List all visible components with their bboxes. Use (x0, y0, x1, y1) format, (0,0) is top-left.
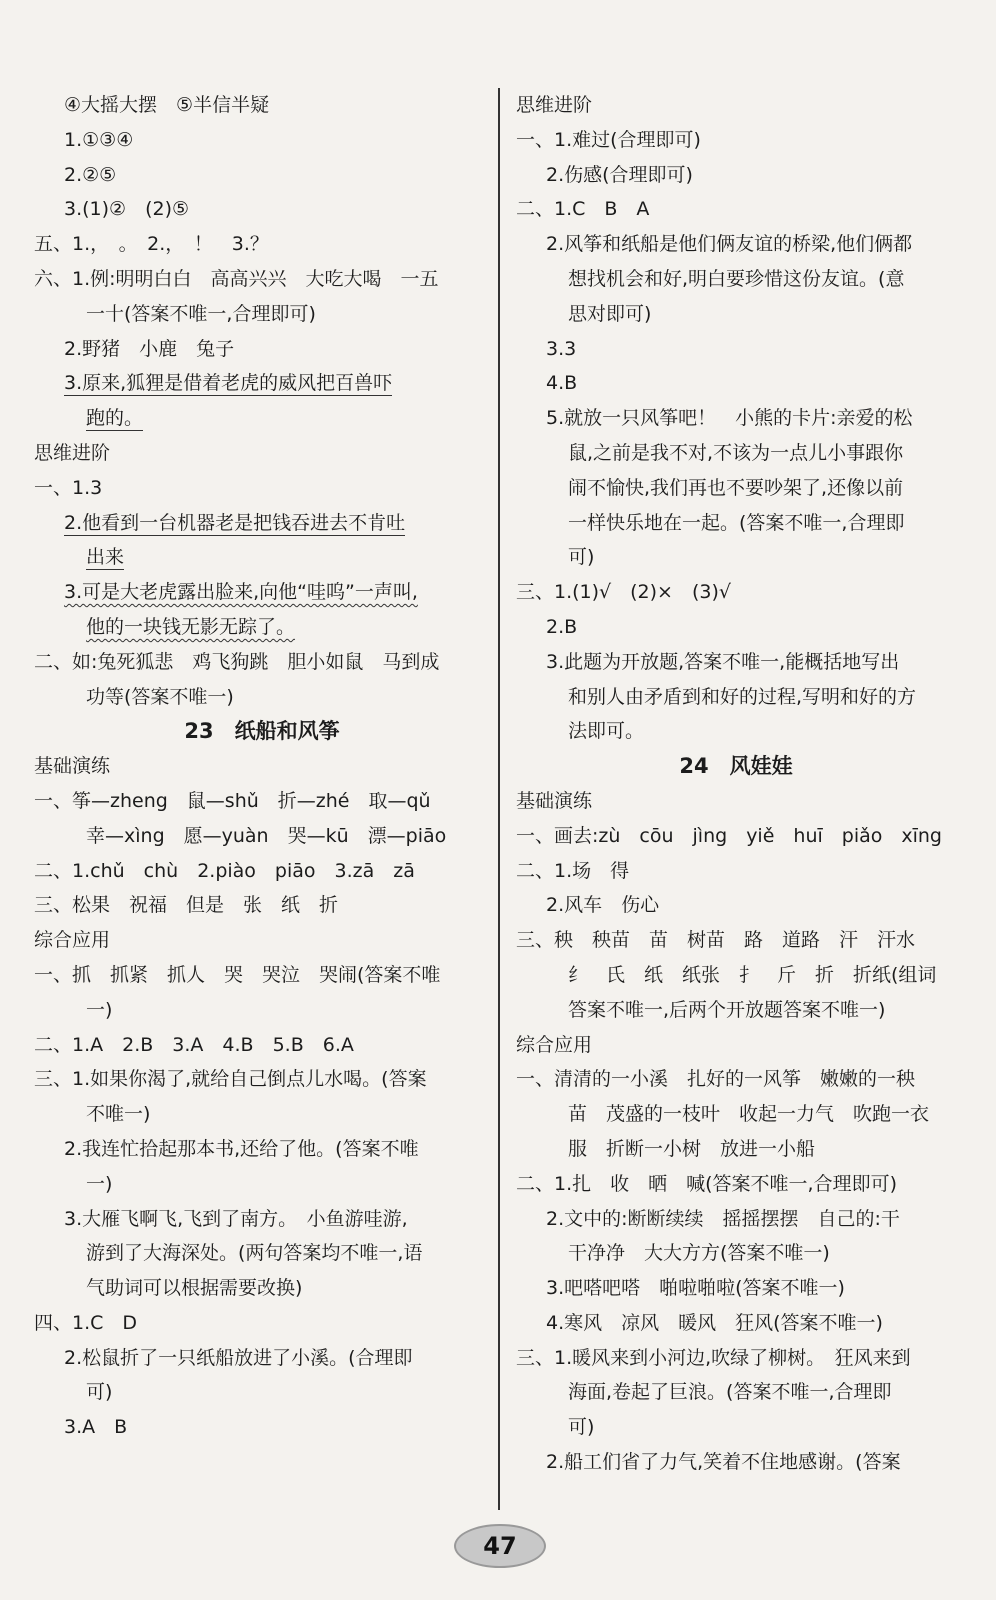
answer-line-text: 一、画去:zù cōu jìng yiě huī piǎo xīng (516, 824, 942, 847)
answer-line-text: 幸—xìng 愿—yuàn 哭—kū 漂—piāo (86, 824, 447, 847)
answer-line (34, 575, 490, 610)
answer-line (516, 1167, 956, 1202)
section-title-text: 23 纸船和风筝 (184, 719, 340, 744)
answer-line-text: 法即可。 (568, 720, 645, 743)
answer-line-text: 三、1.(1)√ (2)× (3)√ (516, 581, 732, 604)
answer-line (516, 262, 956, 297)
answer-line (34, 784, 490, 819)
answer-line (34, 819, 490, 854)
answer-line (516, 1062, 956, 1097)
answer-line-text: 5.就放一只风筝吧！ 小熊的卡片:亲爱的松 (546, 407, 913, 430)
answer-line (516, 854, 956, 889)
answer-line (34, 88, 490, 123)
answer-line-text: 2.②⑤ (64, 163, 117, 186)
answer-line (34, 332, 490, 367)
answer-line-text: 3.此题为开放题,答案不唯一,能概括地写出 (546, 650, 900, 673)
answer-line (516, 1410, 956, 1445)
answer-line (516, 1341, 956, 1376)
answer-line (516, 227, 956, 262)
answer-line-text: 气助词可以根据需要改换) (86, 1277, 303, 1300)
answer-line (34, 366, 490, 401)
answer-line (34, 297, 490, 332)
answer-line (34, 923, 490, 958)
answer-line-text: 一、筝—zheng 鼠—shǔ 折—zhé 取—qǔ (34, 789, 431, 812)
answer-line (516, 714, 956, 749)
answer-line (34, 1028, 490, 1063)
answer-line (34, 471, 490, 506)
answer-line (34, 1375, 490, 1410)
answer-line (34, 158, 490, 193)
answer-line-text: 二、1.场 得 (516, 859, 630, 882)
right-column (516, 88, 956, 1480)
answer-line-text: 想找机会和好,明白要珍惜这份友谊。(意 (568, 267, 905, 290)
answer-line-text: 2.B (546, 615, 578, 638)
answer-line (34, 1062, 490, 1097)
answer-line-text: 闹不愉快,我们再也不要吵架了,还像以前 (568, 476, 904, 499)
answer-line-text: 一、1.难过(合理即可) (516, 128, 701, 151)
answer-line (516, 784, 956, 819)
answer-line-text: 纟 氏 纸 纸张 扌 斤 折 折纸(组词 (568, 963, 937, 986)
answer-line (516, 958, 956, 993)
answer-line (34, 1236, 490, 1271)
answer-line-text: 一、清清的一小溪 扎好的一风筝 嫩嫩的一秧 (516, 1068, 916, 1091)
answer-line-text: 不唯一) (86, 1103, 151, 1126)
answer-line (34, 227, 490, 262)
section-title-text: 24 风娃娃 (679, 754, 793, 779)
answer-line (516, 88, 956, 123)
answer-line-text: 可) (568, 1416, 595, 1439)
answer-line-text: 游到了大海深处。(两句答案均不唯一,语 (86, 1242, 423, 1265)
answer-line-text: 3.(1)② (2)⑤ (64, 198, 190, 221)
answer-line (516, 506, 956, 541)
answer-line-text: 三、秧 秧苗 苗 树苗 路 道路 汗 汗水 (516, 929, 916, 952)
answer-line (516, 540, 956, 575)
answer-line-text: 干净净 大大方方(答案不唯一) (568, 1242, 830, 1265)
answer-line (516, 366, 956, 401)
answer-line-text: 可) (86, 1381, 113, 1404)
answer-line-text: 三、1.如果你渴了,就给自己倒点儿水喝。(答案 (34, 1068, 427, 1091)
answer-line-text: 三、1.暖风来到小河边,吹绿了柳树。 狂风来到 (516, 1346, 911, 1369)
answer-line-text: 一、抓 抓紧 抓人 哭 哭泣 哭闹(答案不唯 (34, 963, 441, 986)
answer-line (34, 1097, 490, 1132)
answer-line (516, 1271, 956, 1306)
answer-line-text: 2.风车 伤心 (546, 894, 660, 917)
answer-line-text: 六、1.例:明明白白 高高兴兴 大吃大喝 一五 (34, 267, 439, 290)
answer-line (34, 1410, 490, 1445)
answer-line (516, 158, 956, 193)
answer-line (516, 297, 956, 332)
section-title (516, 749, 956, 784)
answer-line-text: 4.B (546, 372, 578, 395)
answer-line (34, 192, 490, 227)
answer-line (516, 819, 956, 854)
answer-line-text: 1.①③④ (64, 128, 134, 151)
answer-line-text: 3.A B (64, 1416, 128, 1439)
answer-line (516, 993, 956, 1028)
answer-line-text: 一十(答案不唯一,合理即可) (86, 302, 316, 325)
answer-line (34, 993, 490, 1028)
answer-line (34, 401, 490, 436)
answer-line (516, 575, 956, 610)
page-number-badge (454, 1524, 546, 1568)
answer-line (516, 645, 956, 680)
answer-line (516, 1445, 956, 1480)
page-number: 47 (483, 1532, 517, 1560)
column-divider (498, 88, 500, 1510)
section-title (34, 714, 490, 749)
answer-line-text: 服 折断一小树 放进一小船 (568, 1137, 816, 1160)
answer-line (516, 1375, 956, 1410)
answer-line-text: 综合应用 (34, 929, 111, 952)
answer-line-text: 2.我连忙拾起那本书,还给了他。(答案不唯 (64, 1137, 419, 1160)
answer-line-text: ④大摇大摆 ⑤半信半疑 (64, 94, 270, 116)
answer-line-text: 综合应用 (516, 1033, 593, 1056)
answer-line-text: 二、1.chǔ chù 2.piào piāo 3.zā zā (34, 859, 415, 882)
answer-line (34, 506, 490, 541)
answer-line-text: 三、松果 祝福 但是 张 纸 折 (34, 894, 339, 917)
answer-line-text: 基础演练 (34, 755, 111, 778)
answer-line (34, 1271, 490, 1306)
answer-line-text: 2.他看到一台机器老是把钱吞进去不肯吐 (64, 511, 406, 534)
answer-line (34, 958, 490, 993)
answer-line (34, 610, 490, 645)
answer-line-text: 基础演练 (516, 789, 593, 812)
answer-line (516, 888, 956, 923)
answer-line-text: 2.松鼠折了一只纸船放进了小溪。(合理即 (64, 1346, 413, 1369)
answer-line-text: 一、1.3 (34, 476, 103, 499)
answer-line (516, 471, 956, 506)
answer-line (34, 1202, 490, 1237)
answer-line (516, 332, 956, 367)
answer-line-text: 苗 茂盛的一枝叶 收起一力气 吹跑一衣 (568, 1103, 930, 1126)
answer-line (34, 262, 490, 297)
answer-line (516, 123, 956, 158)
answer-line-text: 思维进阶 (516, 94, 593, 116)
answer-line-text: 一) (86, 998, 113, 1021)
answer-line-text: 2.野猪 小鹿 兔子 (64, 337, 235, 360)
answer-line-text: 二、1.扎 收 晒 喊(答案不唯一,合理即可) (516, 1172, 897, 1195)
answer-line-text: 二、1.C B A (516, 198, 650, 221)
answer-line-text: 3.大雁飞啊飞,飞到了南方。 小鱼游哇游, (64, 1207, 408, 1230)
answer-line (34, 1132, 490, 1167)
answer-line-text: 3.可是大老虎露出脸来,向他“哇呜”一声叫, (64, 581, 418, 604)
answer-line-text: 他的一块钱无影无踪了。 (86, 615, 296, 638)
answer-line-text: 出来 (86, 546, 125, 569)
answer-line (34, 1306, 490, 1341)
answer-line-text: 四、1.C D (34, 1311, 138, 1334)
answer-line (516, 1236, 956, 1271)
answer-line (516, 610, 956, 645)
answer-line (34, 1341, 490, 1376)
answer-line-text: 和别人由矛盾到和好的过程,写明和好的方 (568, 685, 917, 708)
answer-line (34, 1167, 490, 1202)
answer-line-text: 跑的。 (86, 407, 144, 430)
answer-line (34, 645, 490, 680)
answer-line-text: 思维进阶 (34, 441, 111, 464)
answer-line-text: 五、1.， 。 2.， ！ 3.？ (34, 233, 269, 256)
answer-line-text: 一) (86, 1172, 113, 1195)
answer-line-text: 答案不唯一,后两个开放题答案不唯一) (568, 998, 886, 1021)
answer-line (516, 923, 956, 958)
answer-line-text: 可) (568, 546, 595, 569)
answer-line-text: 功等(答案不唯一) (86, 685, 234, 708)
answer-line-text: 鼠,之前是我不对,不该为一点儿小事跟你 (568, 441, 904, 464)
answer-line-text: 二、1.A 2.B 3.A 4.B 5.B 6.A (34, 1033, 354, 1056)
answer-line (516, 1097, 956, 1132)
answer-line-text: 3.吧嗒吧嗒 啪啦啪啦(答案不唯一) (546, 1277, 845, 1300)
answer-line-text: 3.原来,狐狸是借着老虎的威风把百兽吓 (64, 372, 393, 395)
answer-line (34, 540, 490, 575)
answer-line (34, 680, 490, 715)
answer-line (516, 1202, 956, 1237)
answer-line (516, 1132, 956, 1167)
answer-line-text: 2.船工们省了力气,笑着不住地感谢。(答案 (546, 1451, 901, 1474)
answer-line-text: 4.寒风 凉风 暖风 狂风(答案不唯一) (546, 1311, 883, 1334)
answer-line-text: 2.文中的:断断续续 摇摇摆摆 自己的:干 (546, 1207, 900, 1230)
left-column (34, 88, 490, 1445)
answer-line (34, 123, 490, 158)
answer-line-text: 一样快乐地在一起。(答案不唯一,合理即 (568, 511, 905, 534)
answer-line-text: 2.风筝和纸船是他们俩友谊的桥梁,他们俩都 (546, 233, 913, 256)
answer-line-text: 二、如:兔死狐悲 鸡飞狗跳 胆小如鼠 马到成 (34, 650, 440, 673)
answer-line (516, 1028, 956, 1063)
answer-line (516, 680, 956, 715)
answer-line (516, 401, 956, 436)
answer-line-text: 海面,卷起了巨浪。(答案不唯一,合理即 (568, 1381, 892, 1404)
answer-line-text: 思对即可) (568, 302, 652, 325)
answer-line (516, 1306, 956, 1341)
answer-line (34, 749, 490, 784)
answer-line-text: 3.3 (546, 337, 577, 360)
answer-line (34, 436, 490, 471)
answer-line (34, 854, 490, 889)
answer-line-text: 2.伤感(合理即可) (546, 163, 693, 186)
answer-line (516, 436, 956, 471)
answer-line (516, 192, 956, 227)
answer-line (34, 888, 490, 923)
